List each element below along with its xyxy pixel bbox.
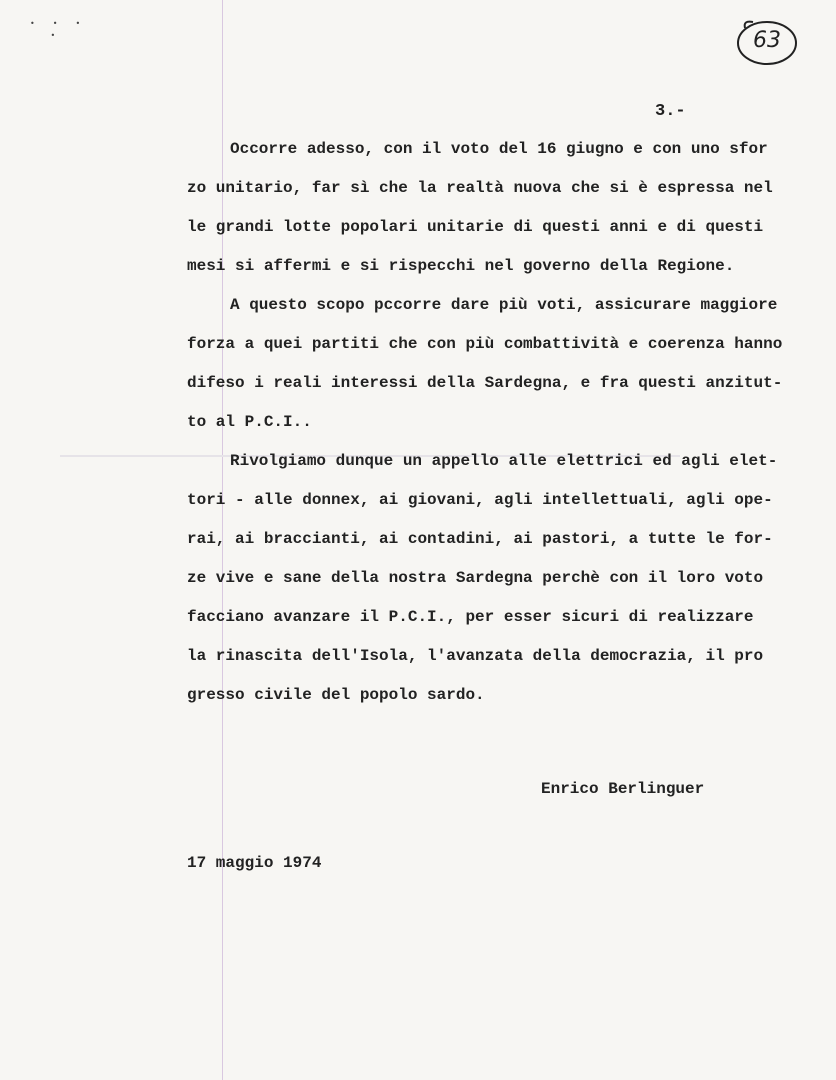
text-line: forza a quei partiti che con più combattività e coerenza hanno (187, 335, 783, 353)
paper-specks: ••• • (30, 19, 99, 40)
archive-number-stamp (735, 16, 799, 68)
stamp-number: 63 (753, 28, 781, 53)
text-line: mesi si affermi e si rispecchi nel governo della Regione. (187, 257, 735, 275)
text-line: Occorre adesso, con il voto del 16 giugno e con uno sfor (230, 140, 768, 158)
text-line: gresso civile del popolo sardo. (187, 686, 485, 704)
text-line: le grandi lotte popolari unitarie di questi anni e di questi (187, 218, 764, 236)
signature: Enrico Berlinguer (541, 780, 705, 798)
document-date: 17 maggio 1974 (187, 854, 322, 872)
page-number: 3.- (655, 102, 686, 121)
text-line: difeso i reali interessi della Sardegna, e fra questi anzitut- (187, 374, 783, 392)
text-line: ze vive e sane della nostra Sardegna perchè con il loro voto (187, 569, 764, 587)
text-line: A questo scopo pccorre dare più voti, assicurare maggiore (230, 296, 778, 314)
text-line: tori - alle donnex, ai giovani, agli intellettuali, agli ope- (187, 491, 773, 509)
text-line: la rinascita dell'Isola, l'avanzata della democrazia, il pro (187, 647, 764, 665)
text-line: zo unitario, far sì che la realtà nuova che si è espressa nel (187, 179, 773, 197)
text-line: facciano avanzare il P.C.I., per esser sicuri di realizzare (187, 608, 754, 626)
text-line: Rivolgiamo dunque un appello alle elettrici ed agli elet- (230, 452, 778, 470)
text-line: rai, ai braccianti, ai contadini, ai pastori, a tutte le for- (187, 530, 773, 548)
text-line: to al P.C.I.. (187, 413, 312, 431)
